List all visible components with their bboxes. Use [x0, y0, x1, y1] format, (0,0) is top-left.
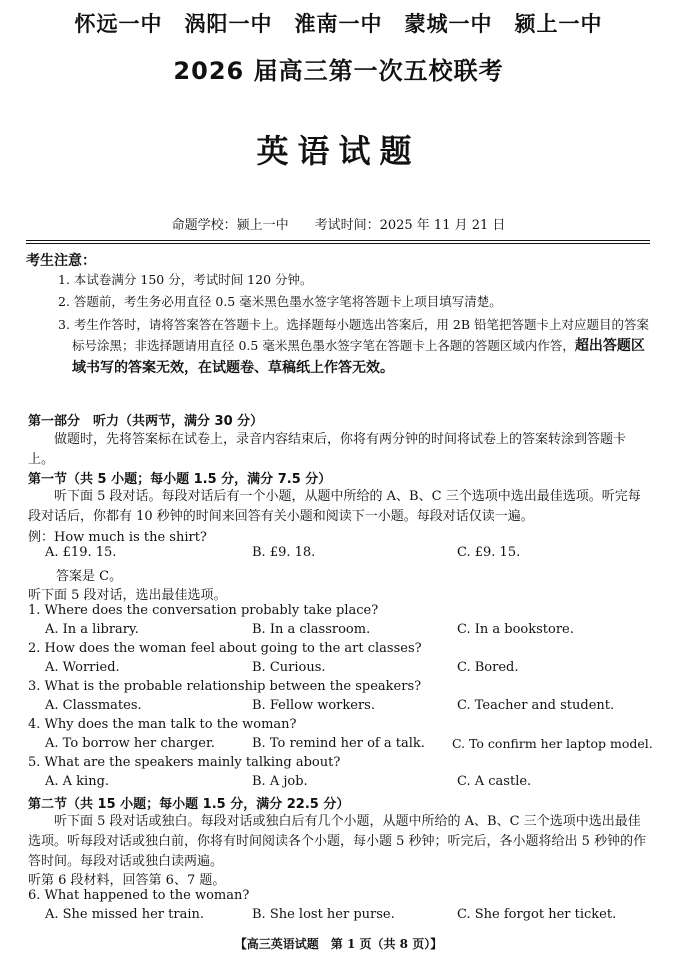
question-1-option-a: A. In a library.	[45, 622, 139, 637]
question-3-option-b: B. Fellow workers.	[252, 698, 375, 713]
question-5-option-a: A. A king.	[45, 774, 110, 789]
note-3-highlight: 超出答题区域书写的答案无效，在试题卷、草稿纸上作答无效。	[72, 338, 645, 376]
question-6-option-b: B. She lost her purse.	[252, 907, 395, 922]
section2-title: 第二节（共 15 小题；每小题 1.5 分，满分 22.5 分）	[28, 797, 350, 812]
question-3-option-c: C. Teacher and student.	[457, 698, 615, 713]
exam-meta: 命题学校：颍上一中 考试时间：2025 年 11 月 21 日	[171, 218, 506, 233]
school-list: 怀远一中 涡阳一中 淮南一中 蒙城一中 颍上一中	[74, 12, 603, 36]
question-5-option-b: B. A job.	[252, 774, 308, 789]
question-6: 6. What happened to the woman?	[28, 888, 250, 903]
example-answer: 答案是 C。	[56, 569, 123, 584]
question-1-option-c: C. In a bookstore.	[457, 622, 574, 637]
question-4: 4. Why does the man talk to the woman?	[28, 717, 297, 732]
notes-title: 考生注意：	[26, 253, 96, 269]
question-5: 5. What are the speakers mainly talking about?	[28, 755, 341, 770]
question-2-option-b: B. Curious.	[252, 660, 326, 675]
top-rule	[26, 240, 650, 241]
part1-intro: 做题时，先将答案标在试卷上，录音内容结束后，你将有两分钟的时间将试卷上的答案转涂到答题卡上。	[28, 432, 627, 467]
section1-intro: 听下面 5 段对话。每段对话后有一个小题，从题中所给的 A、B、C 三个选项中选出最佳选项。听完每段对话后，你都有 10 秒钟的时间来回答有关小题和阅读下一小题。每段对话仅读一遍。	[28, 489, 641, 524]
example-question: 例：How much is the shirt?	[28, 530, 207, 545]
question-2-option-c: C. Bored.	[457, 660, 519, 675]
note-3	[58, 314, 650, 379]
question-1-option-b: B. In a classroom.	[252, 622, 371, 637]
section2-lead: 听第 6 段材料，回答第 6、7 题。	[28, 873, 226, 888]
question-2-option-a: A. Worried.	[45, 660, 120, 675]
section2-intro: 听下面 5 段对话或独白。每段对话或独白后有几个小题，从题中所给的 A、B、C 三个选项中选出最佳选项。听每段对话或独白前，你将有时间阅读各个小题，每小题 5 秒钟；听完后，各小题将给出 5 秒钟的作答时间。每段对话或独白读两遍。	[28, 814, 647, 869]
question-4-option-a: A. To borrow her charger.	[45, 736, 215, 751]
example-option-a: A. £19. 15.	[45, 545, 117, 560]
section1-lead: 听下面 5 段对话，选出最佳选项。	[28, 588, 227, 603]
question-4-option-c: C. To confirm her laptop model.	[452, 736, 653, 751]
question-2: 2. How does the woman feel about going to the art classes?	[28, 641, 422, 656]
question-5-option-c: C. A castle.	[457, 774, 532, 789]
question-3: 3. What is the probable relationship between the speakers?	[28, 679, 422, 694]
example-option-b: B. £9. 18.	[252, 545, 316, 560]
example-option-c: C. £9. 15.	[457, 545, 521, 560]
question-6-option-a: A. She missed her train.	[45, 907, 204, 922]
part1-title: 第一部分 听力（共两节，满分 30 分）	[28, 414, 264, 429]
question-6-option-c: C. She forgot her ticket.	[457, 907, 617, 922]
question-3-option-a: A. Classmates.	[45, 698, 142, 713]
note-2: 2. 答题前，考生务必用直径 0.5 毫米黑色墨水签字笔将答题卡上项目填写清楚。	[58, 294, 502, 309]
note-1: 1. 本试卷满分 150 分，考试时间 120 分钟。	[58, 272, 313, 287]
top-rule-second	[26, 243, 650, 244]
exam-title: 2026 届高三第一次五校联考	[173, 57, 504, 85]
note-3-text: 3. 考生作答时，请将答案答在答题卡上。选择题每小题选出答案后，用 2B 铅笔把答题卡上对应题目的答案标号涂黑；非选择题请用直径 0.5 毫米黑色墨水签字笔在答题卡上各题的答题区域内作答，	[58, 317, 649, 353]
page-footer: 【高三英语试题 第 1 页（共 8 页）】	[234, 937, 443, 951]
question-1: 1. Where does the conversation probably take place?	[28, 603, 379, 618]
subject-title: 英语试题	[256, 132, 421, 170]
section1-title: 第一节（共 5 小题；每小题 1.5 分，满分 7.5 分）	[28, 472, 332, 487]
question-4-option-b: B. To remind her of a talk.	[252, 736, 425, 751]
